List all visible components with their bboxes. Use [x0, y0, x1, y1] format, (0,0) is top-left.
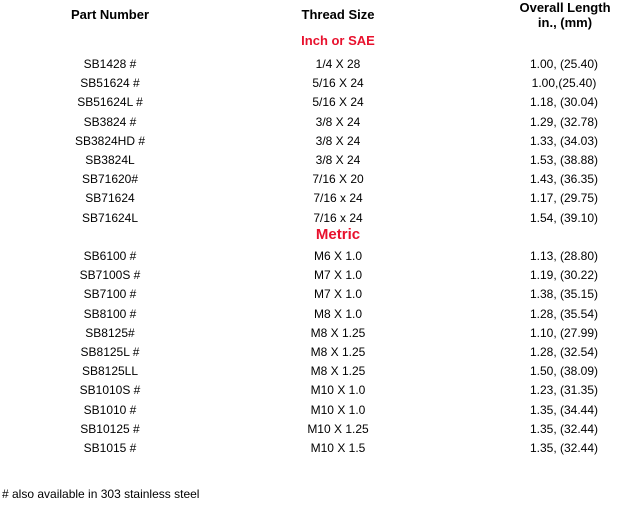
cell-thread-size: M8 X 1.25	[310, 364, 366, 379]
cell-overall-length: 1.23, (31.35)	[529, 383, 599, 398]
cell-overall-length: 1.35, (34.44)	[529, 402, 599, 417]
cell-part-number: SB6100 #	[83, 249, 137, 263]
cell-thread-size: M10 X 1.0	[310, 402, 366, 417]
cell-part-number: SB51624 #	[80, 76, 140, 91]
table-row	[0, 381, 640, 400]
cell-overall-length: 1.53, (38.88)	[529, 152, 599, 167]
cell-overall-length: 1.38, (35.15)	[529, 287, 599, 302]
cell-thread-size: M8 X 1.25	[310, 325, 366, 340]
cell-thread-size: 3/8 X 24	[315, 114, 361, 129]
table-row	[0, 420, 640, 439]
cell-overall-length: 1.28, (32.54)	[529, 344, 599, 359]
cell-part-number: SB71624L	[81, 210, 139, 225]
cell-part-number: SB51624L #	[77, 95, 143, 110]
cell-overall-length: 1.35, (32.44)	[529, 440, 599, 455]
table-row	[0, 113, 640, 132]
cell-thread-size: 3/8 X 24	[315, 133, 361, 148]
table-row	[0, 285, 640, 304]
header-part-number: Part Number	[70, 7, 150, 22]
cell-thread-size: M6 X 1.0	[313, 249, 363, 263]
cell-thread-size: 7/16 x 24	[313, 191, 363, 206]
table-row	[0, 209, 640, 228]
cell-part-number: SB1010S #	[79, 383, 141, 398]
cell-part-number: SB10125 #	[80, 421, 140, 436]
table-row	[0, 343, 640, 362]
table-row	[0, 151, 640, 170]
cell-thread-size: 7/16 x 24	[313, 210, 363, 225]
table-row	[0, 324, 640, 343]
cell-overall-length: 1.29, (32.78)	[529, 114, 599, 129]
cell-thread-size: 5/16 X 24	[312, 95, 364, 110]
cell-thread-size: 7/16 X 20	[312, 172, 364, 187]
table-row	[0, 401, 640, 420]
cell-overall-length: 1.28, (35.54)	[529, 306, 599, 321]
cell-overall-length: 1.18, (30.04)	[529, 95, 599, 110]
cell-part-number: SB3824HD #	[74, 133, 146, 148]
header-overall-length-title: Overall Length	[519, 0, 611, 15]
cell-overall-length: 1.33, (34.03)	[529, 133, 599, 148]
cell-part-number: SB7100S #	[79, 268, 141, 283]
table-row	[0, 55, 640, 74]
table-row	[0, 247, 640, 266]
cell-overall-length: 1.13, (28.80)	[529, 249, 599, 263]
cell-thread-size: M8 X 1.0	[313, 306, 363, 321]
cell-part-number: SB8125LL	[81, 364, 139, 379]
cell-thread-size: M10 X 1.25	[307, 421, 369, 436]
cell-part-number: SB3824L	[85, 152, 135, 167]
cell-thread-size: 5/16 X 24	[312, 76, 364, 91]
table-row	[0, 189, 640, 208]
cell-part-number: SB1010 #	[83, 402, 137, 417]
table-row	[0, 132, 640, 151]
cell-thread-size: M7 X 1.0	[313, 268, 363, 283]
cell-overall-length: 1.35, (32.44)	[529, 421, 599, 436]
cell-overall-length: 1.54, (39.10)	[529, 210, 599, 225]
cell-overall-length: 1.00, (25.40)	[529, 57, 599, 71]
table-row	[0, 266, 640, 285]
table-row	[0, 305, 640, 324]
cell-thread-size: 1/4 X 28	[315, 57, 361, 71]
cell-part-number: SB71620#	[81, 172, 139, 187]
cell-overall-length: 1.00,(25.40)	[531, 76, 597, 91]
cell-thread-size: M7 X 1.0	[313, 287, 363, 302]
section-title-inch: Inch or SAE	[301, 33, 375, 48]
cell-thread-size: M10 X 1.0	[310, 383, 366, 398]
table-row	[0, 93, 640, 112]
section-title-metric: Metric	[315, 226, 361, 243]
cell-thread-size: M10 X 1.5	[310, 440, 366, 455]
cell-overall-length: 1.10, (27.99)	[529, 325, 599, 340]
cell-overall-length: 1.50, (38.09)	[529, 364, 599, 379]
table-row	[0, 439, 640, 458]
cell-part-number: SB1015 #	[83, 440, 137, 455]
cell-part-number: SB1428 #	[83, 57, 137, 71]
cell-part-number: SB3824 #	[83, 114, 137, 129]
cell-thread-size: M8 X 1.25	[310, 344, 366, 359]
cell-part-number: SB71624	[85, 191, 135, 206]
cell-overall-length: 1.19, (30.22)	[529, 268, 599, 283]
cell-thread-size: 3/8 X 24	[315, 152, 361, 167]
table-row	[0, 170, 640, 189]
footnote: # also available in 303 stainless steel	[2, 487, 200, 501]
header-thread-size: Thread Size	[301, 7, 375, 22]
header-overall-length	[490, 0, 640, 30]
table-row	[0, 362, 640, 381]
cell-overall-length: 1.17, (29.75)	[529, 191, 599, 206]
cell-part-number: SB8125#	[85, 325, 135, 340]
table-row	[0, 74, 640, 93]
cell-overall-length: 1.43, (36.35)	[529, 172, 599, 187]
cell-part-number: SB7100 #	[83, 287, 137, 302]
cell-part-number: SB8125L #	[80, 344, 140, 359]
cell-part-number: SB8100 #	[83, 306, 137, 321]
rows-metric	[0, 247, 640, 458]
header-overall-length-units: in., (mm)	[537, 15, 593, 30]
rows-inch	[0, 55, 640, 228]
